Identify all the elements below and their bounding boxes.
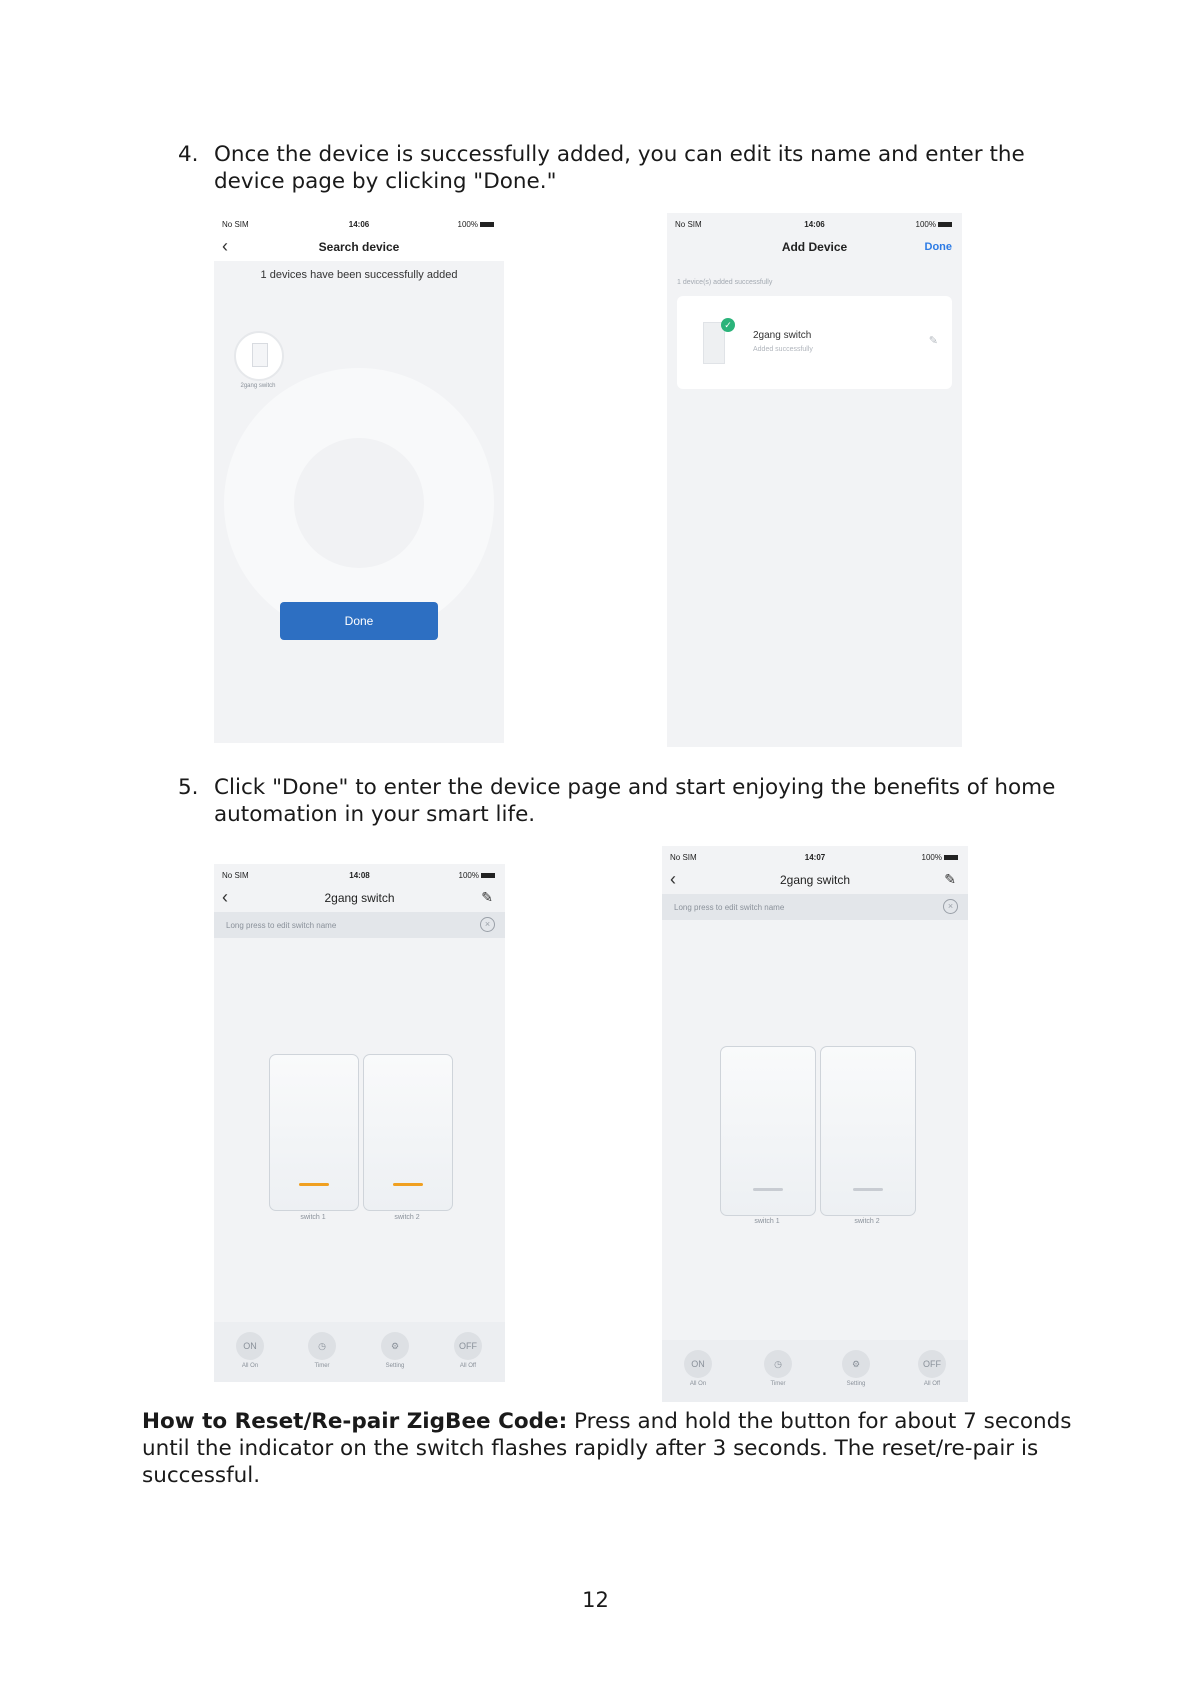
reset-note-heading: How to Reset/Re-pair ZigBee Code:	[142, 1409, 568, 1434]
button-label: All Off	[459, 1363, 477, 1369]
back-icon[interactable]: ‹	[222, 236, 228, 256]
switch-1-panel[interactable]	[269, 1054, 359, 1211]
bottom-toolbar	[214, 1322, 505, 1382]
clock: 14:06	[804, 220, 825, 229]
page-title: 2gang switch	[779, 873, 851, 887]
device-status: Added successfully	[753, 346, 813, 353]
page-number: 12	[582, 1588, 609, 1612]
edit-icon[interactable]: ✎	[928, 335, 938, 347]
on-icon: ON	[236, 1332, 264, 1360]
battery-icon	[944, 855, 958, 860]
tip-bar	[662, 894, 968, 920]
device-card[interactable]	[677, 296, 952, 389]
edit-icon[interactable]: ✎	[944, 871, 956, 887]
battery-icon	[481, 873, 495, 878]
carrier: No SIM	[675, 220, 702, 229]
page-title: Search device	[318, 240, 400, 254]
battery: 100%	[922, 853, 958, 862]
switch-2-label: switch 2	[854, 1218, 880, 1225]
search-device-screenshot	[214, 213, 504, 743]
button-label: All On	[689, 1381, 707, 1387]
carrier: No SIM	[222, 220, 249, 229]
edit-icon[interactable]: ✎	[481, 889, 493, 905]
carrier: No SIM	[222, 871, 249, 880]
on-icon: ON	[684, 1350, 712, 1378]
step-text: Click "Done" to enter the device page and start enjoying the benefits of home automation in your smart life.	[214, 775, 1056, 827]
button-label: Timer	[314, 1363, 330, 1369]
timer-button[interactable]	[308, 1332, 336, 1369]
page-title: Add Device	[781, 240, 848, 254]
button-label: Setting	[385, 1363, 405, 1369]
check-icon: ✓	[721, 318, 735, 332]
done-link[interactable]: Done	[924, 241, 952, 253]
off-icon: OFF	[918, 1350, 946, 1378]
reset-note-text: Press and hold the button for about 7 seconds until the indicator on the switch flashes rapidly after 3 seconds. The reset/re-pair is successful.	[142, 1409, 1072, 1488]
timer-button[interactable]	[764, 1350, 792, 1387]
all-on-button[interactable]	[236, 1332, 264, 1369]
switch-1-label: switch 1	[754, 1218, 780, 1225]
device-bubble	[234, 331, 284, 381]
setting-button[interactable]	[381, 1332, 409, 1369]
step-text: Once the device is successfully added, you can edit its name and enter the device page by clicking "Done."	[214, 142, 1025, 194]
button-label: Setting	[846, 1381, 866, 1387]
tip-text: Long press to edit switch name	[674, 903, 785, 912]
status-bar	[667, 213, 962, 235]
switch-1-panel[interactable]	[720, 1046, 816, 1216]
back-icon[interactable]: ‹	[670, 869, 676, 889]
nav-bar	[662, 868, 968, 894]
switch-1-label: switch 1	[300, 1214, 326, 1221]
nav-bar	[214, 886, 505, 912]
clock: 14:06	[348, 220, 370, 229]
status-bar	[214, 864, 505, 886]
step-number: 4.	[178, 142, 199, 167]
section-label: 1 device(s) added successfully	[677, 279, 773, 286]
battery-icon	[938, 222, 952, 227]
button-label: Timer	[770, 1381, 786, 1387]
gear-icon: ⚙	[842, 1350, 870, 1378]
button-label: All On	[241, 1363, 259, 1369]
switch-indicator	[393, 1183, 423, 1186]
clock: 14:07	[804, 853, 826, 862]
status-bar	[662, 846, 968, 868]
device-name: 2gang switch	[753, 330, 812, 341]
close-icon[interactable]: ×	[943, 899, 958, 914]
switch-2-panel[interactable]	[363, 1054, 453, 1211]
battery: 100%	[458, 220, 494, 229]
button-label: All Off	[923, 1381, 941, 1387]
done-button[interactable]: Done	[280, 602, 438, 640]
switch-2-label: switch 2	[394, 1214, 420, 1221]
device-label: 2gang switch	[240, 383, 276, 389]
device-page-screenshot-2	[662, 846, 968, 1402]
radar-inner	[294, 438, 424, 568]
device-page-screenshot-1	[214, 864, 505, 1382]
battery: 100%	[916, 220, 952, 229]
bottom-toolbar	[662, 1340, 968, 1402]
clock-icon: ◷	[764, 1350, 792, 1378]
clock: 14:08	[349, 871, 370, 880]
all-off-button[interactable]	[918, 1350, 946, 1387]
switch-indicator	[299, 1183, 329, 1186]
reset-note	[142, 1408, 1082, 1489]
nav-bar	[667, 235, 962, 261]
switch-indicator	[753, 1188, 783, 1191]
step-number: 5.	[178, 775, 199, 800]
page-title: 2gang switch	[324, 891, 395, 905]
switch-2-panel[interactable]	[820, 1046, 916, 1216]
back-icon[interactable]: ‹	[222, 887, 228, 907]
clock-icon: ◷	[308, 1332, 336, 1360]
success-message: 1 devices have been successfully added	[260, 269, 458, 281]
setting-button[interactable]	[842, 1350, 870, 1387]
tip-bar	[214, 912, 505, 938]
all-off-button[interactable]	[454, 1332, 482, 1369]
add-device-screenshot	[667, 213, 962, 747]
gear-icon: ⚙	[381, 1332, 409, 1360]
off-icon: OFF	[454, 1332, 482, 1360]
status-bar	[214, 213, 504, 235]
nav-bar	[214, 235, 504, 261]
tip-text: Long press to edit switch name	[226, 921, 337, 930]
switch-icon	[252, 343, 268, 367]
battery-icon	[480, 222, 494, 227]
all-on-button[interactable]	[684, 1350, 712, 1387]
carrier: No SIM	[670, 853, 697, 862]
battery: 100%	[459, 871, 495, 880]
close-icon[interactable]: ×	[480, 917, 495, 932]
switch-indicator	[853, 1188, 883, 1191]
